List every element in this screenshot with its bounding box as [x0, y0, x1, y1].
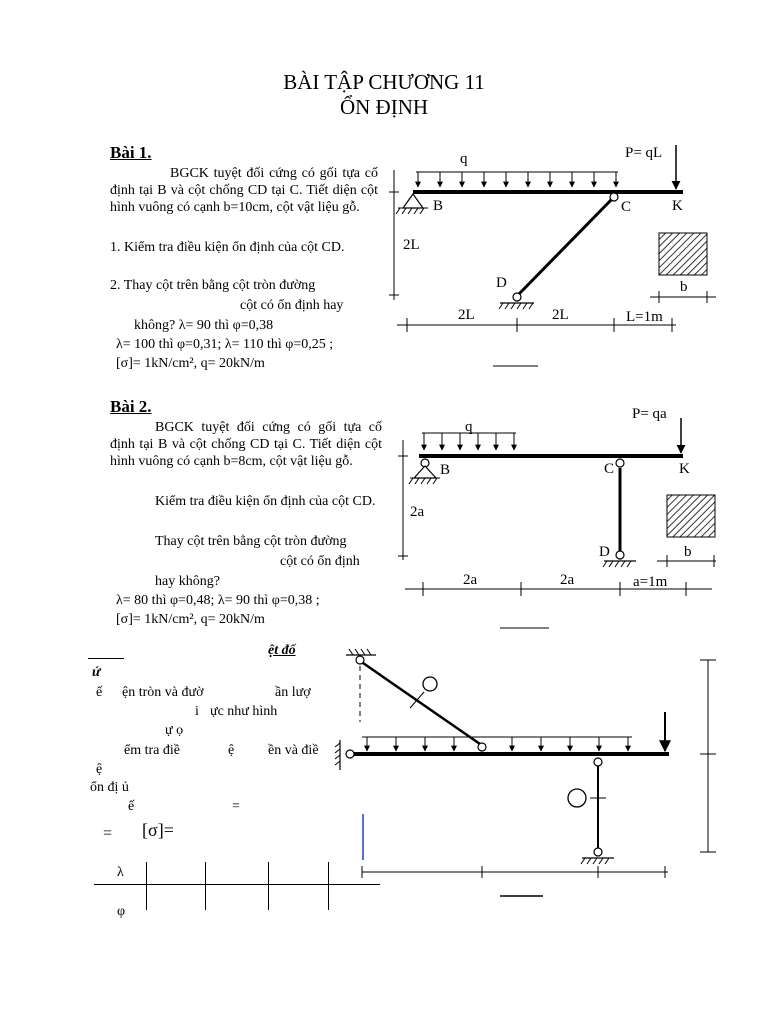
- bai1-item2b: cột có ổn định hay: [240, 298, 344, 313]
- figure-bai3: [335, 649, 716, 896]
- bai2-item2c: hay không?: [155, 574, 220, 589]
- f3-hinge-mid: [478, 743, 486, 751]
- bai1-heading: Bài 1.: [110, 143, 152, 162]
- bai3-frag9b: =: [232, 799, 240, 814]
- f2-label-D: D: [599, 544, 610, 560]
- bai2-item2a: Thay cột trên bằng cột tròn đường: [155, 534, 347, 549]
- bai3-frag2: ứ: [92, 665, 101, 680]
- f3-section-circle-2: [568, 789, 586, 807]
- bai3-frag3a: ế: [96, 685, 103, 700]
- bai2-intro: BGCK tuyệt đối cứng có gối tựa cố định tại B và cột chống CD tại C. Tiết diện cột hình vuông có cạnh b=8cm, cột vật liệu gỗ.: [110, 420, 382, 469]
- f1-label-b: b: [680, 279, 688, 295]
- bai3-frag6c: ền và điề: [268, 743, 319, 758]
- bai1-item1: 1. Kiểm tra điều kiện ổn định của cột CD.: [110, 240, 345, 255]
- f2-label-span3: a=1m: [633, 574, 668, 590]
- bai2-item2b: cột có ổn định: [280, 554, 360, 569]
- bai3-frag10b: [σ]=: [142, 820, 174, 840]
- f2-hinge-C: [616, 459, 624, 467]
- f2-label-q: q: [465, 419, 473, 435]
- f3-hinge-strut-bottom: [594, 848, 602, 856]
- bai3-frag6a: ểm tra điề: [124, 743, 180, 758]
- bai1-item2c: không? λ= 90 thì φ=0,38: [134, 318, 274, 333]
- f1-label-K: K: [672, 198, 683, 214]
- bai1-item2a: 2. Thay cột trên bằng cột tròn đường: [110, 278, 316, 293]
- f2-hinge-D: [616, 551, 624, 559]
- f1-cross-section: [659, 233, 707, 275]
- f3-inclined-bar: [363, 663, 480, 744]
- bai3-table-lambda: λ: [117, 865, 124, 880]
- f1-label-span1: 2L: [458, 307, 475, 323]
- f2-label-P: P= qa: [632, 406, 667, 422]
- f1-label-D: D: [496, 275, 507, 291]
- f1-strut-CD: [517, 198, 613, 296]
- bai3-table-phi: φ: [117, 904, 126, 919]
- f1-label-P: P= qL: [625, 145, 663, 161]
- f3-section-circle-1: [423, 677, 437, 691]
- f1-label-B: B: [433, 198, 444, 214]
- f1-label-span3: L=1m: [626, 309, 663, 325]
- page-title: BÀI TẬP CHƯƠNG 11: [283, 70, 485, 94]
- f2-label-height: 2a: [410, 504, 425, 520]
- bai3-frag4a: i: [195, 704, 199, 719]
- f1-pin-support-B: [403, 194, 423, 208]
- f1-label-span2: 2L: [552, 307, 569, 323]
- f2-label-b: b: [684, 544, 692, 560]
- bai3-frag8: ổn đị ủ: [90, 780, 129, 795]
- f3-bar-tick: [410, 692, 424, 708]
- f2-label-span2: 2a: [560, 572, 575, 588]
- bai3-frag3c: ần lượ: [275, 685, 311, 700]
- bai2-material: [σ]= 1kN/cm², q= 20kN/m: [116, 612, 265, 627]
- bai1-material: [σ]= 1kN/cm², q= 20kN/m: [116, 356, 265, 371]
- bai3-frag9a: ế: [128, 799, 135, 814]
- bai2-heading: Bài 2.: [110, 397, 152, 416]
- bai3-frag6b: ệ: [228, 743, 235, 758]
- bai1-intro: BGCK tuyệt đối cứng có gối tựa cố định tại B và cột chống CD tại C. Tiết diện cột hình vuông có cạnh b=10cm, cột vật liệu gỗ.: [110, 166, 378, 215]
- bai2-coef: λ= 80 thì φ=0,48; λ= 90 thì φ=0,38 ;: [116, 593, 320, 608]
- page-subtitle: ỔN ĐỊNH: [339, 95, 429, 119]
- bai3-frag4b: ực như hình: [210, 704, 278, 719]
- bai3-frag1: ệt đố: [268, 643, 296, 658]
- f2-cross-section: [667, 495, 715, 537]
- f3-hinge-strut-top: [594, 758, 602, 766]
- f1-label-q: q: [460, 151, 468, 167]
- f1-hinge-D: [513, 293, 521, 301]
- f2-label-span1: 2a: [463, 572, 478, 588]
- f2-label-C: C: [604, 461, 615, 477]
- figure-bai2: [398, 406, 716, 628]
- f3-hinge-left: [346, 750, 354, 758]
- f2-label-K: K: [679, 461, 690, 477]
- bai3-frag5: ự ọ: [165, 723, 184, 738]
- f1-label-height: 2L: [403, 237, 420, 253]
- figure-bai1: [389, 145, 716, 366]
- f2-label-B: B: [440, 462, 451, 478]
- bai3-frag7: ệ: [96, 762, 103, 777]
- bai1-coef: λ= 100 thì φ=0,31; λ= 110 thì φ=0,25 ;: [116, 337, 334, 352]
- bai3-frag3b: ện tròn và đườ: [122, 685, 204, 700]
- bai2-item1: Kiểm tra điều kiện ổn định của cột CD.: [155, 494, 376, 509]
- bai3-frag10: =: [103, 825, 113, 842]
- f1-label-C: C: [621, 199, 632, 215]
- f3-hinge-top: [356, 656, 364, 664]
- f1-hinge-C: [610, 193, 618, 201]
